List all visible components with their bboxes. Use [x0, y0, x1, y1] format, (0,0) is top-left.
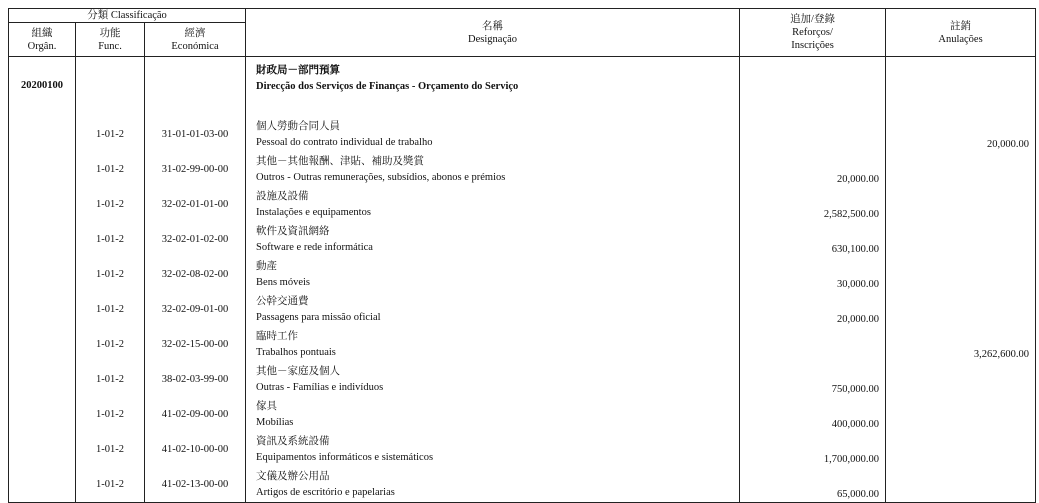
functional-header: [76, 23, 145, 57]
functional-code: 1-01-2: [76, 152, 145, 187]
table-row: [9, 152, 1036, 187]
reforcos-amount: 2,582,500.00: [740, 187, 886, 222]
functional-code: 1-01-2: [76, 117, 145, 152]
organic-cell: [9, 257, 76, 292]
functional-code: 1-01-2: [76, 327, 145, 362]
designation-pt: Outros - Outras remunerações, subsídios, abonos e prémios: [256, 171, 506, 183]
anulacoes-amount: [886, 292, 1036, 327]
designation-cell: [246, 432, 740, 467]
service-anulacoes-cell: [886, 57, 1036, 118]
anulacoes-amount: [886, 222, 1036, 257]
service-func-cell: [76, 57, 145, 118]
designation-pt: Outras - Famílias e indivíduos: [256, 381, 384, 393]
designation-pt: Bens móveis: [256, 276, 310, 288]
economic-code: 32-02-09-01-00: [145, 292, 246, 327]
classification-header: 分類 Classificação: [9, 9, 246, 23]
table-row: [9, 292, 1036, 327]
functional-code: 1-01-2: [76, 397, 145, 432]
cancellations-header: [886, 9, 1036, 57]
reinforcements-header-pt1: Reforços/: [792, 27, 833, 38]
reinforcements-header-pt2: Inscrições: [791, 40, 834, 51]
organic-cell: [9, 467, 76, 503]
organic-cell: [9, 327, 76, 362]
organic-cell: [9, 222, 76, 257]
functional-code: 1-01-2: [76, 257, 145, 292]
functional-header-zh: 功能: [99, 27, 121, 39]
economic-code: 41-02-09-00-00: [145, 397, 246, 432]
organic-header-zh: 組織: [31, 27, 53, 39]
designation-zh: 公幹交通費: [256, 295, 309, 307]
designation-zh: 動產: [256, 260, 278, 272]
anulacoes-amount: [886, 152, 1036, 187]
organic-header-pt: Orgân.: [27, 40, 57, 52]
organic-cell: [9, 397, 76, 432]
economic-code: 38-02-03-99-00: [145, 362, 246, 397]
economic-code: 31-02-99-00-00: [145, 152, 246, 187]
table-row: [9, 257, 1036, 292]
table-body: [9, 57, 1036, 503]
reforcos-amount: [740, 117, 886, 152]
cancellations-header-pt: Anulações: [938, 33, 983, 45]
designation-cell: [246, 187, 740, 222]
designation-zh: 傢具: [256, 400, 278, 412]
functional-code: 1-01-2: [76, 432, 145, 467]
reinforcements-header: [740, 9, 886, 57]
anulacoes-amount: [886, 397, 1036, 432]
designation-pt: Artigos de escritório e papelarias: [256, 486, 395, 498]
organic-cell: [9, 187, 76, 222]
designation-zh: 文儀及辦公用品: [256, 470, 330, 482]
table-row: [9, 397, 1036, 432]
reforcos-amount: 30,000.00: [740, 257, 886, 292]
economic-header-pt: Económica: [171, 40, 219, 52]
functional-code: 1-01-2: [76, 222, 145, 257]
reinforcements-header-zh: 追加/登錄: [790, 14, 835, 25]
economic-header-zh: 經濟: [184, 27, 206, 39]
table-row: [9, 467, 1036, 503]
cancellations-header-zh: 註銷: [950, 20, 972, 32]
table-header: [9, 9, 1036, 57]
functional-code: 1-01-2: [76, 187, 145, 222]
functional-code: 1-01-2: [76, 467, 145, 503]
organic-cell: [9, 362, 76, 397]
designation-header-zh: 名稱: [482, 20, 504, 32]
budget-table: [8, 8, 1036, 503]
table-row: [9, 222, 1036, 257]
designation-zh: 其他－家庭及個人: [256, 365, 341, 377]
service-econ-cell: [145, 57, 246, 118]
service-name-zh: 財政局－部門預算: [256, 65, 341, 76]
designation-cell: [246, 222, 740, 257]
designation-pt: Software e rede informática: [256, 241, 373, 253]
economic-code: 41-02-10-00-00: [145, 432, 246, 467]
designation-cell: [246, 467, 740, 503]
designation-cell: [246, 327, 740, 362]
organic-code: 20200100: [9, 57, 76, 118]
table-row: [9, 187, 1036, 222]
designation-zh: 設施及設備: [256, 190, 309, 202]
designation-pt: Mobílias: [256, 416, 294, 428]
functional-code: 1-01-2: [76, 292, 145, 327]
table-row: [9, 362, 1036, 397]
anulacoes-amount: 20,000.00: [886, 117, 1036, 152]
designation-cell: [246, 152, 740, 187]
designation-header-pt: Designação: [468, 33, 518, 45]
designation-pt: Instalações e equipamentos: [256, 206, 371, 218]
designation-zh: 其他－其他報酬、津貼、補助及獎賞: [256, 155, 425, 167]
designation-pt: Passagens para missão oficial: [256, 311, 381, 323]
designation-cell: [246, 292, 740, 327]
economic-code: 41-02-13-00-00: [145, 467, 246, 503]
anulacoes-amount: [886, 362, 1036, 397]
reforcos-amount: 20,000.00: [740, 152, 886, 187]
reforcos-amount: [740, 327, 886, 362]
reforcos-amount: 630,100.00: [740, 222, 886, 257]
designation-zh: 軟件及資訊網絡: [256, 225, 330, 237]
table-row: [9, 327, 1036, 362]
service-designation: [246, 57, 740, 118]
anulacoes-amount: 3,262,600.00: [886, 327, 1036, 362]
organic-cell: [9, 117, 76, 152]
designation-cell: [246, 257, 740, 292]
functional-header-pt: Func.: [98, 40, 122, 52]
organic-header: [9, 23, 76, 57]
anulacoes-amount: [886, 467, 1036, 503]
economic-header: [145, 23, 246, 57]
designation-header: [246, 9, 740, 57]
reforcos-amount: 65,000.00: [740, 467, 886, 503]
designation-pt: Equipamentos informáticos e sistemáticos: [256, 451, 434, 463]
service-name-pt: Direcção dos Serviços de Finanças - Orçamento do Serviço: [256, 81, 519, 92]
economic-code: 32-02-08-02-00: [145, 257, 246, 292]
designation-cell: [246, 397, 740, 432]
economic-code: 32-02-01-02-00: [145, 222, 246, 257]
reforcos-amount: 20,000.00: [740, 292, 886, 327]
designation-zh: 資訊及系統設備: [256, 435, 330, 447]
designation-cell: [246, 362, 740, 397]
reforcos-amount: 400,000.00: [740, 397, 886, 432]
designation-zh: 個人勞動合同人員: [256, 120, 341, 132]
service-row: [9, 57, 1036, 118]
organic-cell: [9, 152, 76, 187]
anulacoes-amount: [886, 257, 1036, 292]
reforcos-amount: 1,700,000.00: [740, 432, 886, 467]
anulacoes-amount: [886, 432, 1036, 467]
reforcos-amount: 750,000.00: [740, 362, 886, 397]
table-row: [9, 117, 1036, 152]
table-row: [9, 432, 1036, 467]
organic-cell: [9, 292, 76, 327]
functional-code: 1-01-2: [76, 362, 145, 397]
designation-cell: [246, 117, 740, 152]
organic-cell: [9, 432, 76, 467]
economic-code: 32-02-15-00-00: [145, 327, 246, 362]
designation-pt: Trabalhos pontuais: [256, 346, 336, 358]
economic-code: 31-01-01-03-00: [145, 117, 246, 152]
service-reforcos-cell: [740, 57, 886, 118]
designation-pt: Pessoal do contrato individual de trabalho: [256, 136, 433, 148]
economic-code: 32-02-01-01-00: [145, 187, 246, 222]
anulacoes-amount: [886, 187, 1036, 222]
designation-zh: 臨時工作: [256, 330, 299, 342]
